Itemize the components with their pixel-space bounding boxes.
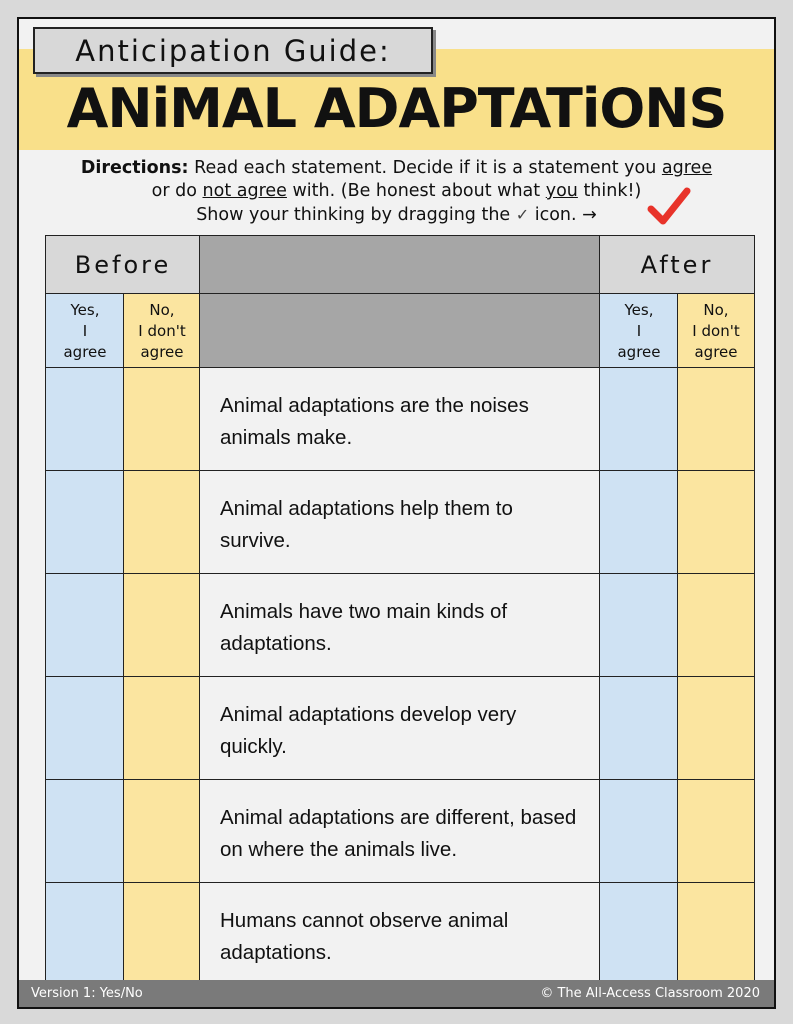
statement-text: Animal adaptations are the noises animals make. xyxy=(220,393,529,449)
statement-text: Animal adaptations develop very quickly. xyxy=(220,702,517,758)
before-no-cell[interactable] xyxy=(123,676,201,781)
directions-label: Directions: xyxy=(80,158,189,178)
after-no-cell[interactable] xyxy=(677,779,755,884)
statement-cell xyxy=(199,367,601,472)
after-yes-cell[interactable] xyxy=(599,367,679,472)
after-yes-cell[interactable] xyxy=(599,676,679,781)
statement-text: Animals have two main kinds of adaptations. xyxy=(220,599,508,655)
statement-cell xyxy=(199,779,601,884)
statement-cell xyxy=(199,882,601,987)
after-no-cell[interactable] xyxy=(677,676,755,781)
statement-cell xyxy=(199,573,601,678)
directions-text-3a: Show your thinking by dragging the xyxy=(196,205,516,225)
statement-text: Animal adaptations help them to survive. xyxy=(220,496,513,552)
before-yes-cell[interactable] xyxy=(45,882,125,987)
after-yes-cell[interactable] xyxy=(599,573,679,678)
statement-cell xyxy=(199,676,601,781)
version-label: Version 1: Yes/No xyxy=(31,986,143,1001)
before-no-header: No, I don't agree xyxy=(123,293,201,369)
statement-cell xyxy=(199,470,601,575)
after-yes-cell[interactable] xyxy=(599,470,679,575)
before-yes-cell[interactable] xyxy=(45,779,125,884)
directions-you: you xyxy=(545,181,578,201)
directions-text-2a: or do xyxy=(151,181,203,201)
small-check-icon: ✓ xyxy=(515,205,530,224)
statement-header xyxy=(199,235,601,295)
anticipation-table xyxy=(45,235,755,980)
checkmark-icon[interactable] xyxy=(647,185,691,229)
before-yes-cell[interactable] xyxy=(45,367,125,472)
footer xyxy=(19,980,774,1007)
directions-agree: agree xyxy=(661,158,713,178)
after-no-cell[interactable] xyxy=(677,470,755,575)
after-no-cell[interactable] xyxy=(677,882,755,987)
after-yes-header: Yes, I agree xyxy=(599,293,679,369)
before-no-cell[interactable] xyxy=(123,882,201,987)
before-no-cell[interactable] xyxy=(123,573,201,678)
statement-text: Animal adaptations are different, based on where the animals live. xyxy=(220,805,577,861)
subtitle-box xyxy=(33,27,433,74)
subtitle: Anticipation Guide: xyxy=(75,33,391,68)
after-no-cell[interactable] xyxy=(677,367,755,472)
directions-text-3b: icon. → xyxy=(529,205,597,225)
directions-text-2b: with. (Be honest about what xyxy=(286,181,546,201)
copyright: © The All-Access Classroom 2020 xyxy=(540,986,760,1001)
after-no-header: No, I don't agree xyxy=(677,293,755,369)
after-header: After xyxy=(599,235,755,295)
before-header: Before xyxy=(45,235,201,295)
before-no-cell[interactable] xyxy=(123,367,201,472)
directions-text-2c: think!) xyxy=(577,181,642,201)
after-yes-cell[interactable] xyxy=(599,882,679,987)
before-no-cell[interactable] xyxy=(123,779,201,884)
after-no-cell[interactable] xyxy=(677,573,755,678)
before-yes-cell[interactable] xyxy=(45,676,125,781)
page-title: ANiMAL ADAPTATiONS xyxy=(66,77,727,140)
after-yes-cell[interactable] xyxy=(599,779,679,884)
before-yes-cell[interactable] xyxy=(45,470,125,575)
before-yes-cell[interactable] xyxy=(45,573,125,678)
before-no-cell[interactable] xyxy=(123,470,201,575)
statement-text: Humans cannot observe animal adaptations. xyxy=(220,908,509,964)
statement-subheader xyxy=(199,293,601,369)
directions-not-agree: not agree xyxy=(202,181,287,201)
worksheet-page xyxy=(17,17,776,1009)
before-yes-header: Yes, I agree xyxy=(45,293,125,369)
directions-text-1a: Read each statement. Decide if it is a statement you xyxy=(188,158,662,178)
